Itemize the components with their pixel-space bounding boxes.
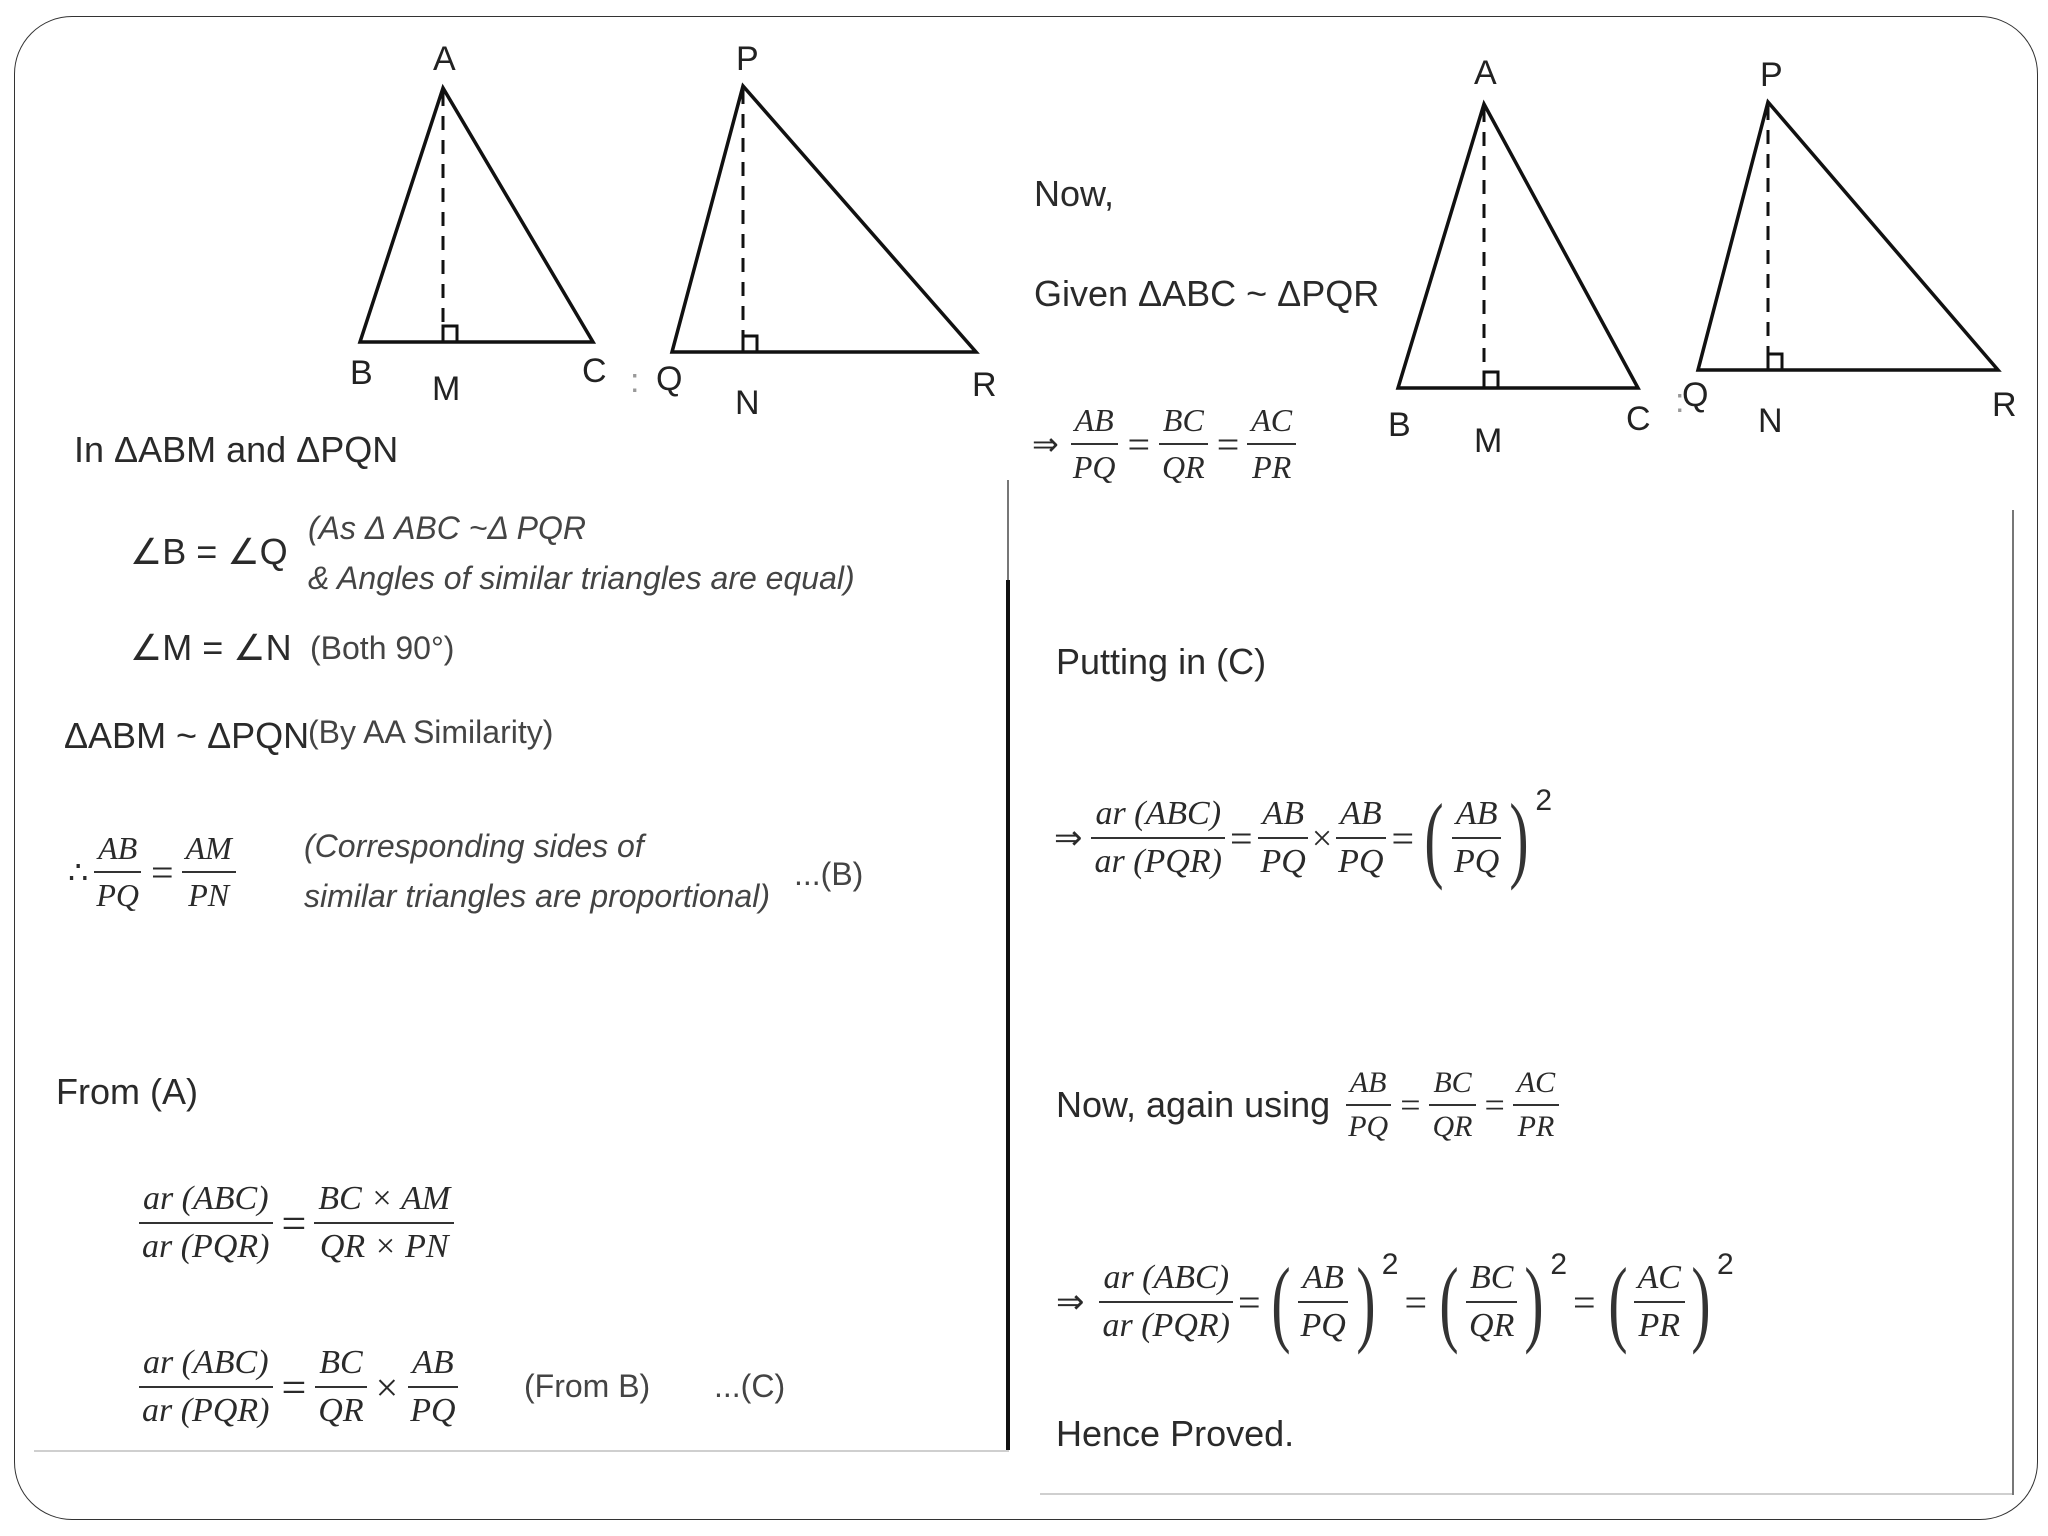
fraction-ab-pq	[1344, 1066, 1392, 1144]
similarity-note: (By AA Similarity)	[308, 714, 554, 750]
exponent: 2	[1535, 784, 1553, 817]
label-m-right: M	[1474, 422, 1503, 460]
fraction-ac-pr	[1247, 402, 1296, 486]
angle-m-note: (Both 90°)	[310, 630, 455, 666]
colon-mark-right: :	[1675, 382, 1685, 420]
given-ratio-equation	[1032, 402, 1296, 486]
angle-b-statement: ∠B = ∠Q	[130, 531, 288, 572]
fraction-ab-pq	[92, 830, 143, 914]
equation-tag-c: ...(C)	[714, 1368, 786, 1404]
label-m-left: M	[432, 370, 461, 408]
denominator: QR	[1432, 1110, 1473, 1143]
label-r-right: R	[1992, 386, 2017, 424]
label-b-right: B	[1388, 406, 1411, 444]
numerator: BC	[315, 1344, 366, 1388]
left-heading: In ΔABM and ΔPQN	[74, 429, 399, 470]
squared-ab-pq: ( $\frac{AB}{PQ}$ ) 2	[1424, 784, 1553, 891]
numerator: ar (ABC)	[1099, 1259, 1233, 1303]
denominator: PR	[1638, 1307, 1681, 1344]
fraction-ab-pq	[1450, 795, 1503, 881]
ratio-equation	[68, 830, 236, 914]
denominator: ar (PQR)	[142, 1392, 270, 1429]
area-equation-2	[138, 1344, 460, 1430]
ratio-note-1: (Corresponding sides of	[304, 828, 644, 864]
now-label: Now,	[1034, 173, 1115, 214]
angle-b-note-2: & Angles of similar triangles are equal)	[308, 560, 855, 596]
area-equation-1	[138, 1180, 454, 1266]
label-q-right: Q	[1682, 376, 1709, 414]
label-c-right: C	[1626, 400, 1651, 438]
fraction-ab-pq	[1297, 1259, 1350, 1345]
label-q-left: Q	[656, 360, 683, 398]
denominator: ar (PQR)	[1094, 843, 1222, 880]
label-c-left: C	[582, 352, 607, 390]
label-r-left: R	[972, 366, 997, 404]
equals-sign: =	[281, 1198, 307, 1248]
fraction-bc-am	[314, 1180, 454, 1266]
angle-b-note-1: (As Δ ABC ~Δ PQR	[308, 510, 586, 546]
label-p-right: P	[1760, 56, 1783, 94]
numerator: AB	[1452, 795, 1502, 839]
numerator: ar (ABC)	[1091, 795, 1225, 839]
squared-ab-pq: ( $\frac{AB}{PQ}$ ) 2	[1270, 1248, 1399, 1355]
label-b-left: B	[350, 354, 373, 392]
exponent: 2	[1716, 1248, 1734, 1281]
hence-proved: Hence Proved.	[1056, 1413, 1295, 1454]
final-equation	[1056, 1248, 1734, 1355]
numerator: BC	[1429, 1066, 1475, 1106]
given-statement: Given ΔABC ~ ΔPQR	[1034, 273, 1380, 314]
equals-sign: =	[1127, 421, 1151, 467]
denominator: ar (PQR)	[1102, 1307, 1230, 1344]
numerator: AB	[1336, 795, 1386, 839]
fraction-area-ratio	[138, 1180, 273, 1266]
fraction-bc-qr	[1465, 1259, 1518, 1345]
fraction-bc-qr	[1429, 1066, 1477, 1144]
similarity-statement: ΔABM ~ ΔPQN	[64, 715, 310, 756]
equals-sign: =	[1484, 1085, 1505, 1125]
numerator: AB	[1298, 1259, 1348, 1303]
numerator: BC × AM	[314, 1180, 454, 1224]
numerator: ar (ABC)	[139, 1344, 273, 1388]
denominator: PQ	[1348, 1110, 1389, 1143]
ratio-note-2: similar triangles are proportional)	[304, 878, 770, 914]
denominator: PR	[1252, 449, 1292, 485]
implies-symbol: ⇒	[1032, 426, 1059, 462]
fraction-area-ratio	[138, 1344, 273, 1430]
angle-m-statement: ∠M = ∠N	[130, 627, 292, 668]
denominator: QR	[318, 1392, 364, 1429]
substitution-equation	[1054, 784, 1553, 891]
equals-sign: =	[1573, 1279, 1596, 1325]
now-again-line	[1056, 1066, 1559, 1144]
denominator: ar (PQR)	[142, 1228, 270, 1265]
numerator: AB	[94, 830, 141, 873]
denominator: PQ	[410, 1392, 456, 1429]
label-a-right: A	[1474, 54, 1497, 92]
denominator: QR	[1469, 1307, 1515, 1344]
fraction-area-ratio	[1099, 1259, 1234, 1345]
fraction-ac-pr	[1513, 1066, 1559, 1144]
squared-bc-qr: ( $\frac{BC}{QR}$ ) 2	[1439, 1248, 1567, 1355]
numerator: ar (ABC)	[139, 1180, 273, 1224]
implies-symbol: ⇒	[1054, 820, 1083, 857]
denominator: PQ	[1072, 449, 1116, 485]
fraction-ab-pq	[1334, 795, 1387, 881]
colon-mark-left: :	[630, 362, 640, 400]
now-again-label: Now, again using	[1056, 1084, 1331, 1125]
therefore-symbol: ∴	[68, 854, 89, 890]
fraction-ab-pq	[406, 1344, 459, 1430]
equals-sign: =	[281, 1362, 307, 1412]
equals-sign: =	[1391, 815, 1415, 861]
equals-sign: =	[1404, 1279, 1428, 1325]
denominator: PN	[188, 877, 230, 913]
label-a-left: A	[433, 40, 456, 78]
from-b-note: (From B)	[524, 1368, 651, 1404]
fraction-area-ratio	[1091, 795, 1226, 881]
fraction-ab-pq	[1257, 795, 1310, 881]
times-sign: ×	[1311, 818, 1333, 858]
numerator: BC	[1466, 1259, 1517, 1303]
equals-sign: =	[1237, 1279, 1261, 1325]
fraction-bc-qr	[314, 1344, 367, 1430]
equals-sign: =	[151, 849, 174, 895]
implies-symbol: ⇒	[1056, 1284, 1085, 1321]
denominator: QR	[1162, 449, 1205, 485]
putting-in-c-label: Putting in (C)	[1056, 641, 1267, 682]
label-n-right: N	[1758, 402, 1783, 440]
ratio-tag-b: ...(B)	[794, 856, 864, 892]
fraction-bc-qr	[1158, 402, 1209, 486]
denominator: PQ	[1454, 843, 1500, 880]
fraction-ab-pq	[1069, 402, 1120, 486]
denominator: PR	[1517, 1110, 1555, 1143]
squared-ac-pr: ( $\frac{AC}{PR}$ ) 2	[1607, 1248, 1734, 1355]
fraction-ac-pr	[1634, 1259, 1685, 1345]
denominator: PQ	[1338, 843, 1384, 880]
denominator: PQ	[1260, 843, 1306, 880]
denominator: PQ	[96, 877, 140, 913]
exponent: 2	[1381, 1248, 1399, 1281]
label-p-left: P	[736, 40, 759, 78]
numerator: AC	[1247, 402, 1296, 445]
numerator: AC	[1513, 1066, 1559, 1106]
numerator: AB	[1346, 1066, 1391, 1106]
numerator: AC	[1634, 1259, 1685, 1303]
fraction-am-pn	[182, 830, 236, 914]
numerator: AB	[408, 1344, 458, 1388]
numerator: AB	[1258, 795, 1308, 839]
from-a-label: From (A)	[56, 1071, 198, 1112]
times-sign: ×	[375, 1364, 399, 1410]
equals-sign: =	[1400, 1085, 1421, 1125]
exponent: 2	[1550, 1248, 1567, 1281]
numerator: BC	[1159, 402, 1208, 445]
denominator: PQ	[1300, 1307, 1346, 1344]
label-n-left: N	[735, 384, 760, 422]
numerator: AM	[182, 830, 236, 873]
denominator: QR × PN	[319, 1228, 449, 1265]
numerator: AB	[1071, 402, 1118, 445]
equals-sign: =	[1216, 421, 1240, 467]
equals-sign: =	[1229, 815, 1253, 861]
